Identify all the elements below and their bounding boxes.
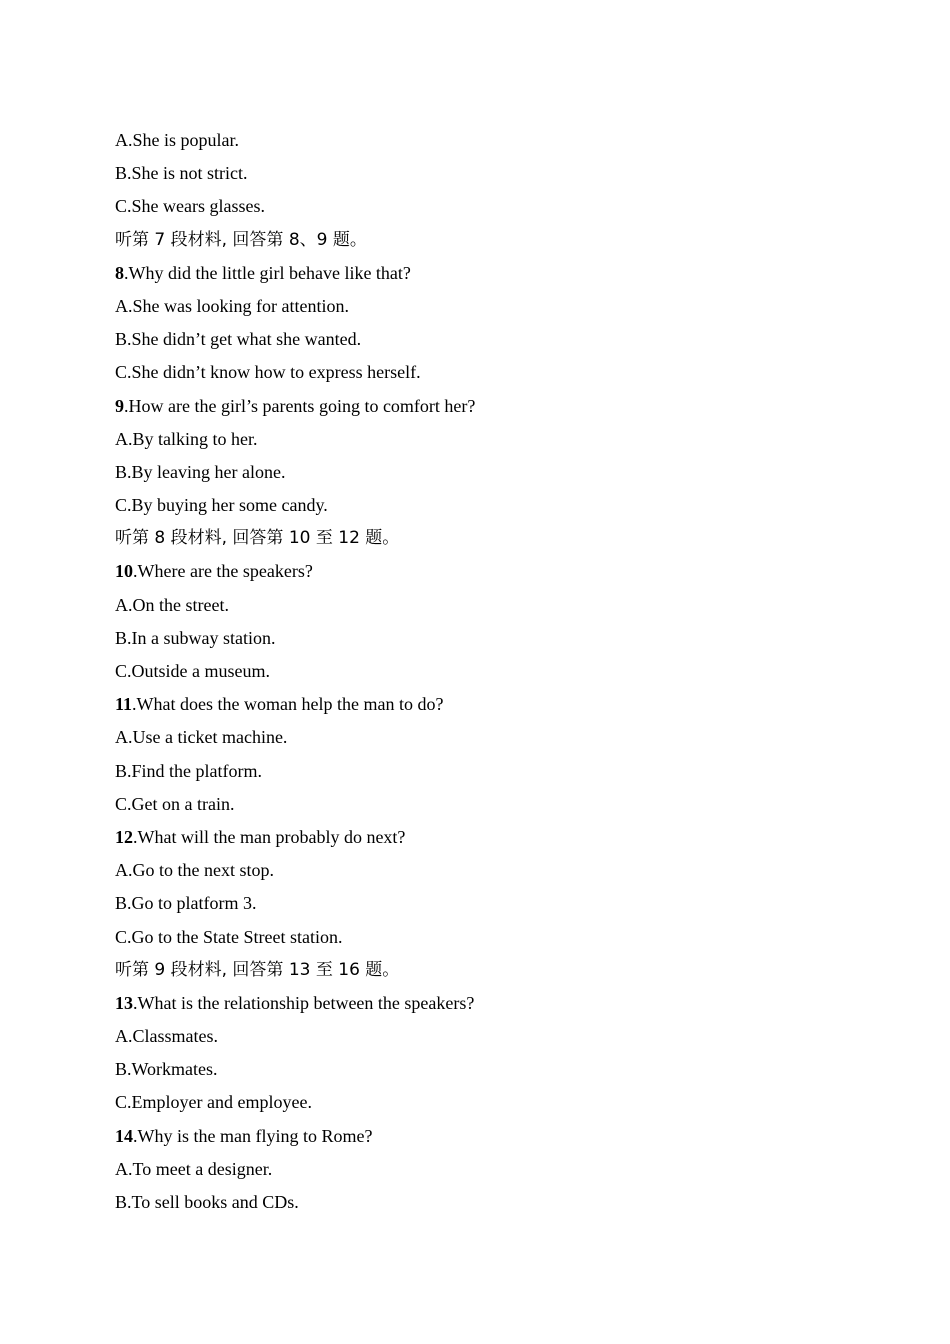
question-number: 10 (115, 561, 133, 582)
option-line: A.By talking to her. (115, 428, 258, 449)
question-line (115, 555, 835, 588)
question-line (115, 390, 835, 423)
section-heading: 听第 8 段材料, 回答第 10 至 12 题。 (115, 528, 400, 549)
option-line: B.To sell books and CDs. (115, 1192, 299, 1212)
option-line: C.By buying her some candy. (115, 495, 328, 516)
option-line: B.Go to platform 3. (115, 893, 257, 914)
question-line (115, 1120, 835, 1153)
option-line: A.Classmates. (115, 1026, 218, 1047)
question-number: 14 (115, 1125, 133, 1146)
option-line: C.Outside a museum. (115, 661, 270, 681)
option-line: A.Use a ticket machine. (115, 727, 288, 748)
option-line: A.Go to the next stop. (115, 860, 274, 881)
option-line: A.She is popular. (115, 130, 239, 150)
question-text: .Why is the man flying to Rome? (133, 1125, 373, 1146)
option-line: B.She didn’t get what she wanted. (115, 329, 362, 350)
option-line: C.She wears glasses. (115, 196, 265, 217)
question-number: 9 (115, 395, 124, 416)
question-number: 13 (115, 992, 133, 1013)
option-line: B.In a subway station. (115, 627, 276, 648)
question-number: 8 (115, 262, 124, 283)
option-line: A.To meet a designer. (115, 1158, 273, 1179)
question-text: .What will the man probably do next? (133, 826, 406, 847)
question-text: .Where are the speakers? (133, 561, 313, 582)
option-line: B.Find the platform. (115, 760, 262, 781)
document-page (115, 124, 835, 1219)
question-text: .How are the girl’s parents going to comfort her? (124, 395, 476, 416)
section-heading: 听第 7 段材料, 回答第 8、9 题。 (115, 229, 367, 250)
section-heading: 听第 9 段材料, 回答第 13 至 16 题。 (115, 959, 400, 980)
question-number: 11 (115, 694, 133, 715)
question-line (115, 821, 835, 854)
option-line: B.She is not strict. (115, 163, 248, 184)
question-line (115, 257, 835, 290)
option-line: B.Workmates. (115, 1059, 218, 1080)
option-line: C.Get on a train. (115, 793, 235, 814)
question-line (115, 987, 835, 1020)
question-text: .Why did the little girl behave like that? (124, 262, 411, 283)
option-line: C.Go to the State Street station. (115, 926, 343, 947)
option-line: A.She was looking for attention. (115, 295, 349, 316)
question-text: .What is the relationship between the speakers? (133, 992, 475, 1013)
question-number: 12 (115, 826, 133, 847)
option-line: C.She didn’t know how to express herself. (115, 362, 421, 383)
option-line: A.On the street. (115, 594, 229, 615)
option-line: B.By leaving her alone. (115, 461, 286, 482)
question-line (115, 688, 835, 721)
question-text: .What does the woman help the man to do? (132, 694, 444, 715)
option-line: C.Employer and employee. (115, 1092, 312, 1113)
